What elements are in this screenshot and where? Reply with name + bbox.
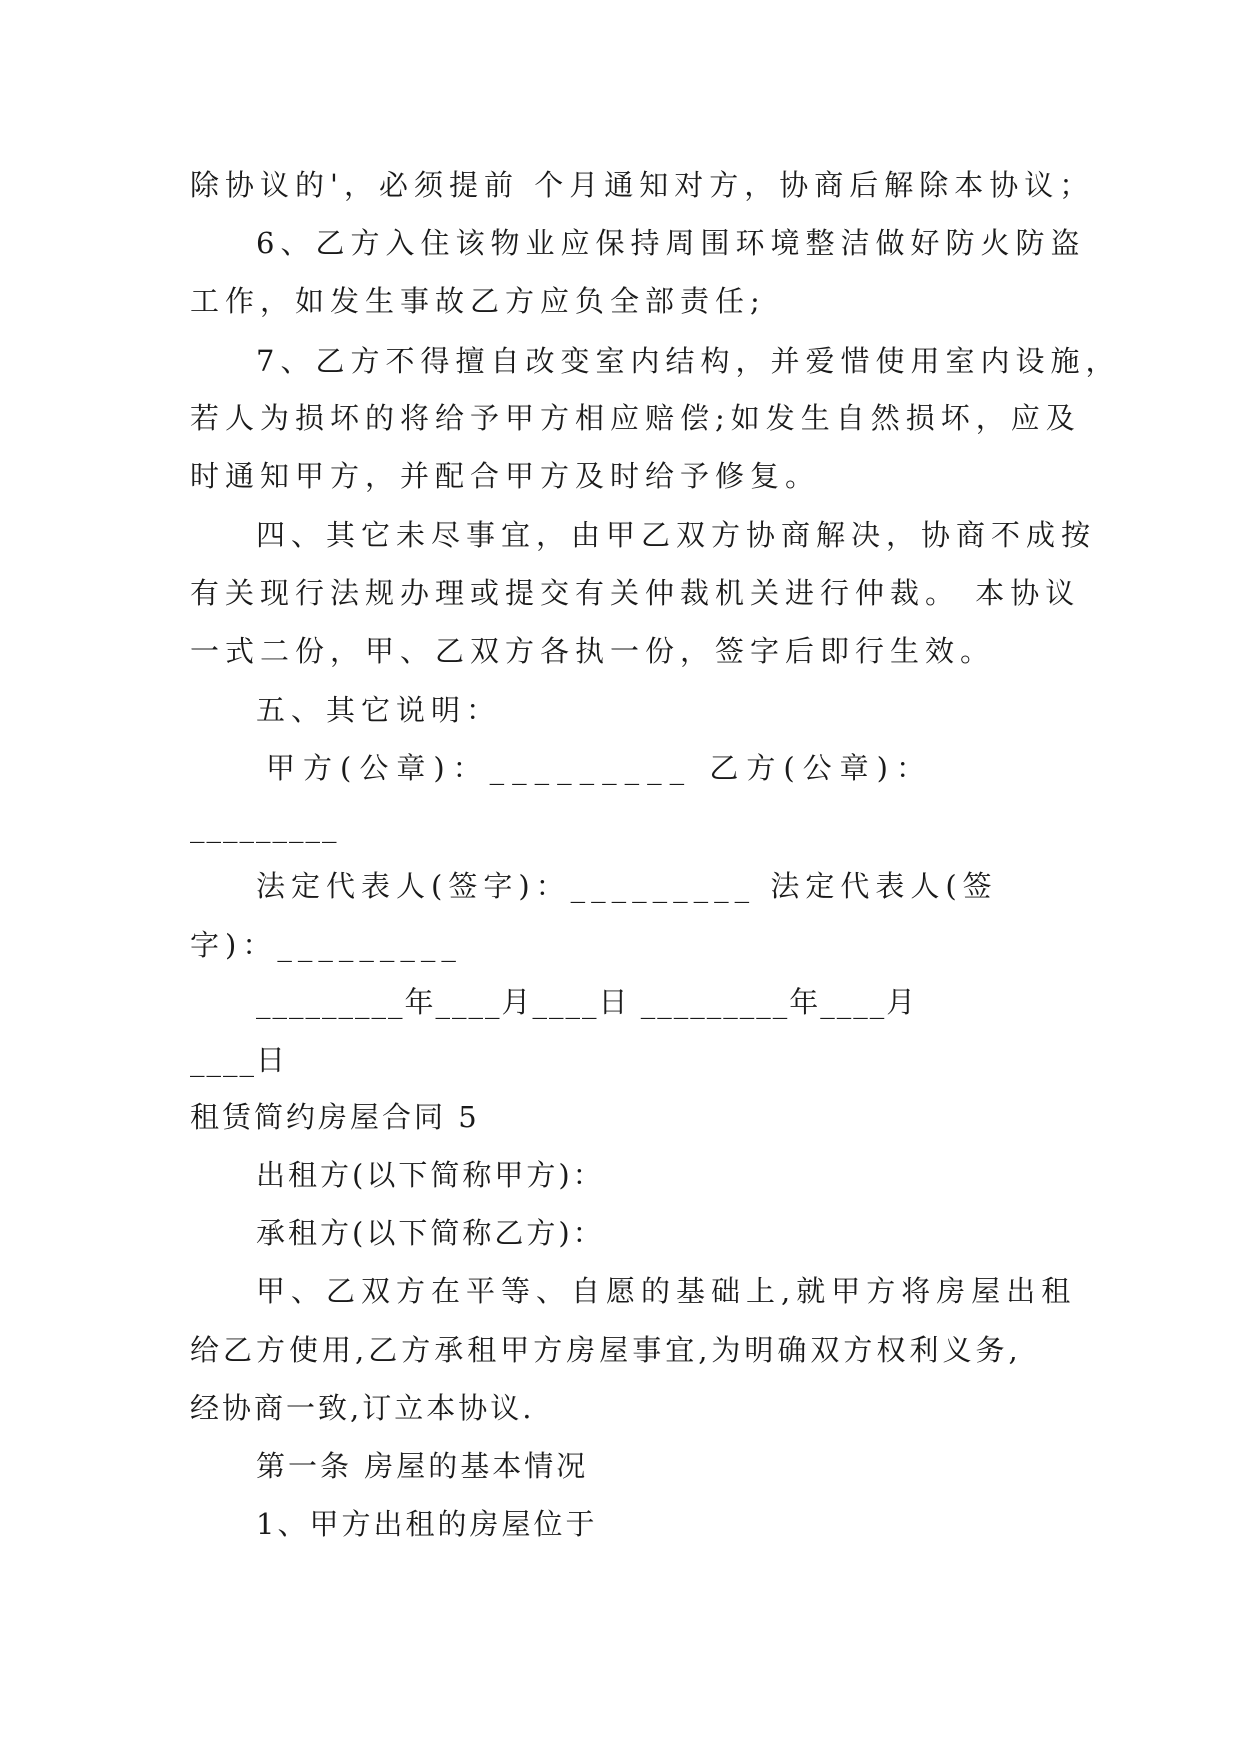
signature-line-seal: 甲方(公章)：_________ 乙方(公章)： [266,751,933,785]
text-line: 经协商一致,订立本协议. [190,1391,535,1425]
contract-title: 租赁简约房屋合同 5 [190,1100,480,1134]
text-line: 四、其它未尽事宜，由甲乙双方协商解决，协商不成按 [256,518,1097,552]
lessee-line: 承租方(以下简称乙方)： [256,1216,605,1250]
signature-line-representative: 法定代表人(签字)：_________ 法定代表人(签 [256,869,998,903]
text-line: 时通知甲方，并配合甲方及时给予修复。 [190,459,821,493]
article-heading: 第一条 房屋的基本情况 [256,1449,589,1483]
text-line: 7、乙方不得擅自改变室内结构，并爱惜使用室内设施， [256,344,1121,378]
text-line: 甲、乙双方在平等、自愿的基础上,就甲方将房屋出租 [256,1274,1077,1308]
text-line: 工作，如发生事故乙方应负全部责任; [190,284,766,318]
text-line: 一式二份，甲、乙双方各执一份，签字后即行生效。 [190,634,996,668]
text-line: 除协议的'，必须提前 个月通知对方，协商后解除本协议； [190,168,1095,202]
text-line: 给乙方使用,乙方承租甲方房屋事宜,为明确双方权利义务, [190,1333,1022,1367]
section-heading: 五、其它说明： [256,693,502,727]
text-line: 1、甲方出租的房屋位于 [256,1507,598,1541]
signature-line-blank: _________ [190,809,339,843]
signature-line-representative-cont: 字)：_________ [190,928,462,962]
text-line: 若人为损坏的将给予甲方相应赔偿;如发生自然损坏，应及 [190,401,1081,435]
text-line: 6、乙方入住该物业应保持周围环境整洁做好防火防盗 [256,226,1086,260]
date-line: _________年____月____日 _________年____月 [256,985,918,1019]
lessor-line: 出租方(以下简称甲方)： [256,1158,605,1192]
date-line-cont: ____日 [190,1043,288,1077]
text-line: 有关现行法规办理或提交有关仲裁机关进行仲裁。 本协议 [190,576,1081,610]
